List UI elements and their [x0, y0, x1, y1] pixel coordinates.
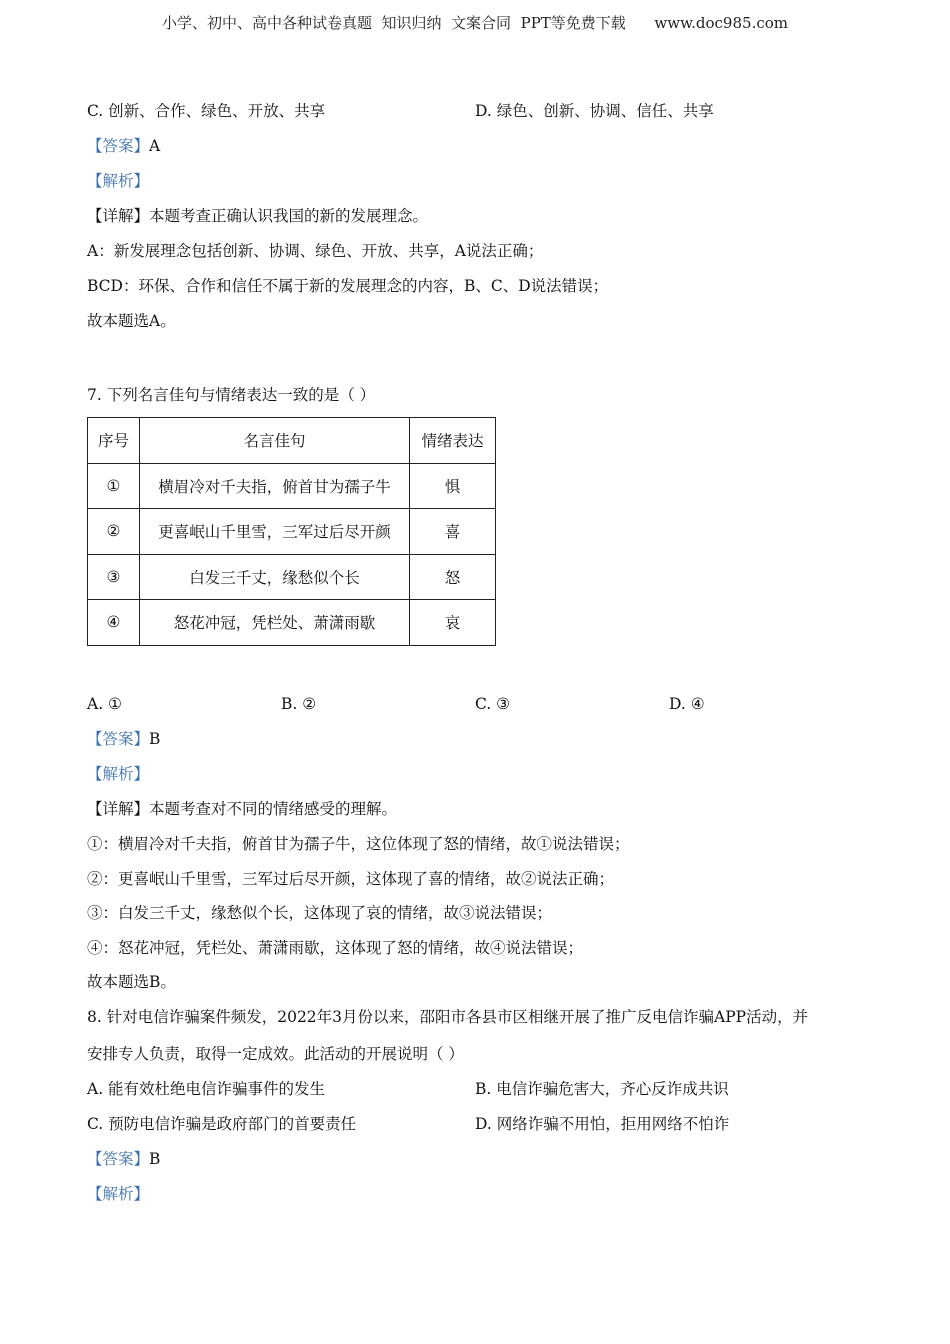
q8-answer [87, 1149, 160, 1169]
table-cell: 白发三千丈，缘愁似个长 [140, 554, 410, 600]
table-row [88, 554, 496, 600]
table-cell: 惧 [410, 463, 496, 509]
table-row [88, 463, 496, 509]
answer-value: B [149, 1150, 161, 1168]
q8-analysis-label: 【解析】 [87, 1185, 150, 1203]
answer-value: A [149, 137, 161, 155]
q6-line: A：新发展理念包括创新、协调、绿色、开放、共享，A说法正确； [87, 242, 544, 260]
q8-option-c: C. 预防电信诈骗是政府部门的首要责任 [87, 1115, 357, 1133]
table-cell: ① [88, 463, 140, 509]
answer-value: B [149, 730, 161, 748]
q7-option-c: C. ③ [475, 695, 511, 713]
table-cell: 喜 [410, 509, 496, 555]
answer-label: 【答案】 [87, 1150, 150, 1168]
table-row [88, 600, 496, 646]
q7-option-b: B. ② [281, 695, 317, 713]
q8-option-b: B. 电信诈骗危害大，齐心反诈成共识 [475, 1080, 729, 1098]
table-header-cell: 名言佳句 [140, 418, 410, 464]
q6-option-c: C. 创新、合作、绿色、开放、共享 [87, 102, 326, 120]
table-header-cell: 序号 [88, 418, 140, 464]
q7-line: ①：横眉冷对千夫指，俯首甘为孺子牛，这位体现了怒的情绪，故①说法错误； [87, 835, 630, 853]
q7-analysis-label: 【解析】 [87, 765, 150, 783]
table-cell: 更喜岷山千里雪，三军过后尽开颜 [140, 509, 410, 555]
table-cell: 哀 [410, 600, 496, 646]
q7-option-d: D. ④ [669, 695, 705, 713]
q7-detail: 【详解】本题考查对不同的情绪感受的理解。 [87, 800, 398, 818]
q8-stem-line2: 安排专人负责，取得一定成效。此活动的开展说明（ ） [87, 1045, 464, 1063]
q7-table [87, 417, 496, 646]
q7-option-a: A. ① [87, 695, 122, 713]
q7-line: ②：更喜岷山千里雪，三军过后尽开颜，这体现了喜的情绪，故②说法正确； [87, 870, 615, 888]
q7-line: ④：怒花冲冠，凭栏处、萧潇雨歇，这体现了怒的情绪，故④说法错误； [87, 939, 584, 957]
q8-stem-line1: 8. 针对电信诈骗案件频发，2022年3月份以来，邵阳市各县市区相继开展了推广反电信诈骗APP活动，并 [87, 1008, 809, 1026]
q8-option-a: A. 能有效杜绝电信诈骗事件的发生 [87, 1080, 326, 1098]
table-row [88, 509, 496, 555]
answer-label: 【答案】 [87, 137, 150, 155]
q6-option-d: D. 绿色、创新、协调、信任、共享 [475, 102, 714, 120]
q7-answer [87, 729, 160, 749]
table-cell: ④ [88, 600, 140, 646]
q8-option-d: D. 网络诈骗不用怕，拒用网络不怕诈 [475, 1115, 730, 1133]
q6-line: BCD：环保、合作和信任不属于新的发展理念的内容，B、C、D说法错误； [87, 277, 609, 295]
table-cell: ② [88, 509, 140, 555]
table-cell: 横眉冷对千夫指，俯首甘为孺子牛 [140, 463, 410, 509]
table-header-row [88, 418, 496, 464]
table-cell: 怒花冲冠，凭栏处、萧潇雨歇 [140, 600, 410, 646]
answer-label: 【答案】 [87, 730, 150, 748]
q6-analysis-label: 【解析】 [87, 172, 150, 190]
q7-stem: 7. 下列名言佳句与情绪表达一致的是（ ） [87, 386, 376, 404]
q6-answer [87, 136, 160, 156]
q6-line: 故本题选A。 [87, 312, 176, 330]
q7-line: ③：白发三千丈，缘愁似个长，这体现了哀的情绪，故③说法错误； [87, 904, 553, 922]
table-cell: 怒 [410, 554, 496, 600]
q7-line: 故本题选B。 [87, 973, 176, 991]
page-header: 小学、初中、高中各种试卷真题 知识归纳 文案合同 PPT等免费下载 www.doc985.com [161, 14, 788, 32]
table-cell: ③ [88, 554, 140, 600]
table-header-cell: 情绪表达 [410, 418, 496, 464]
q6-detail: 【详解】本题考查正确认识我国的新的发展理念。 [87, 207, 429, 225]
